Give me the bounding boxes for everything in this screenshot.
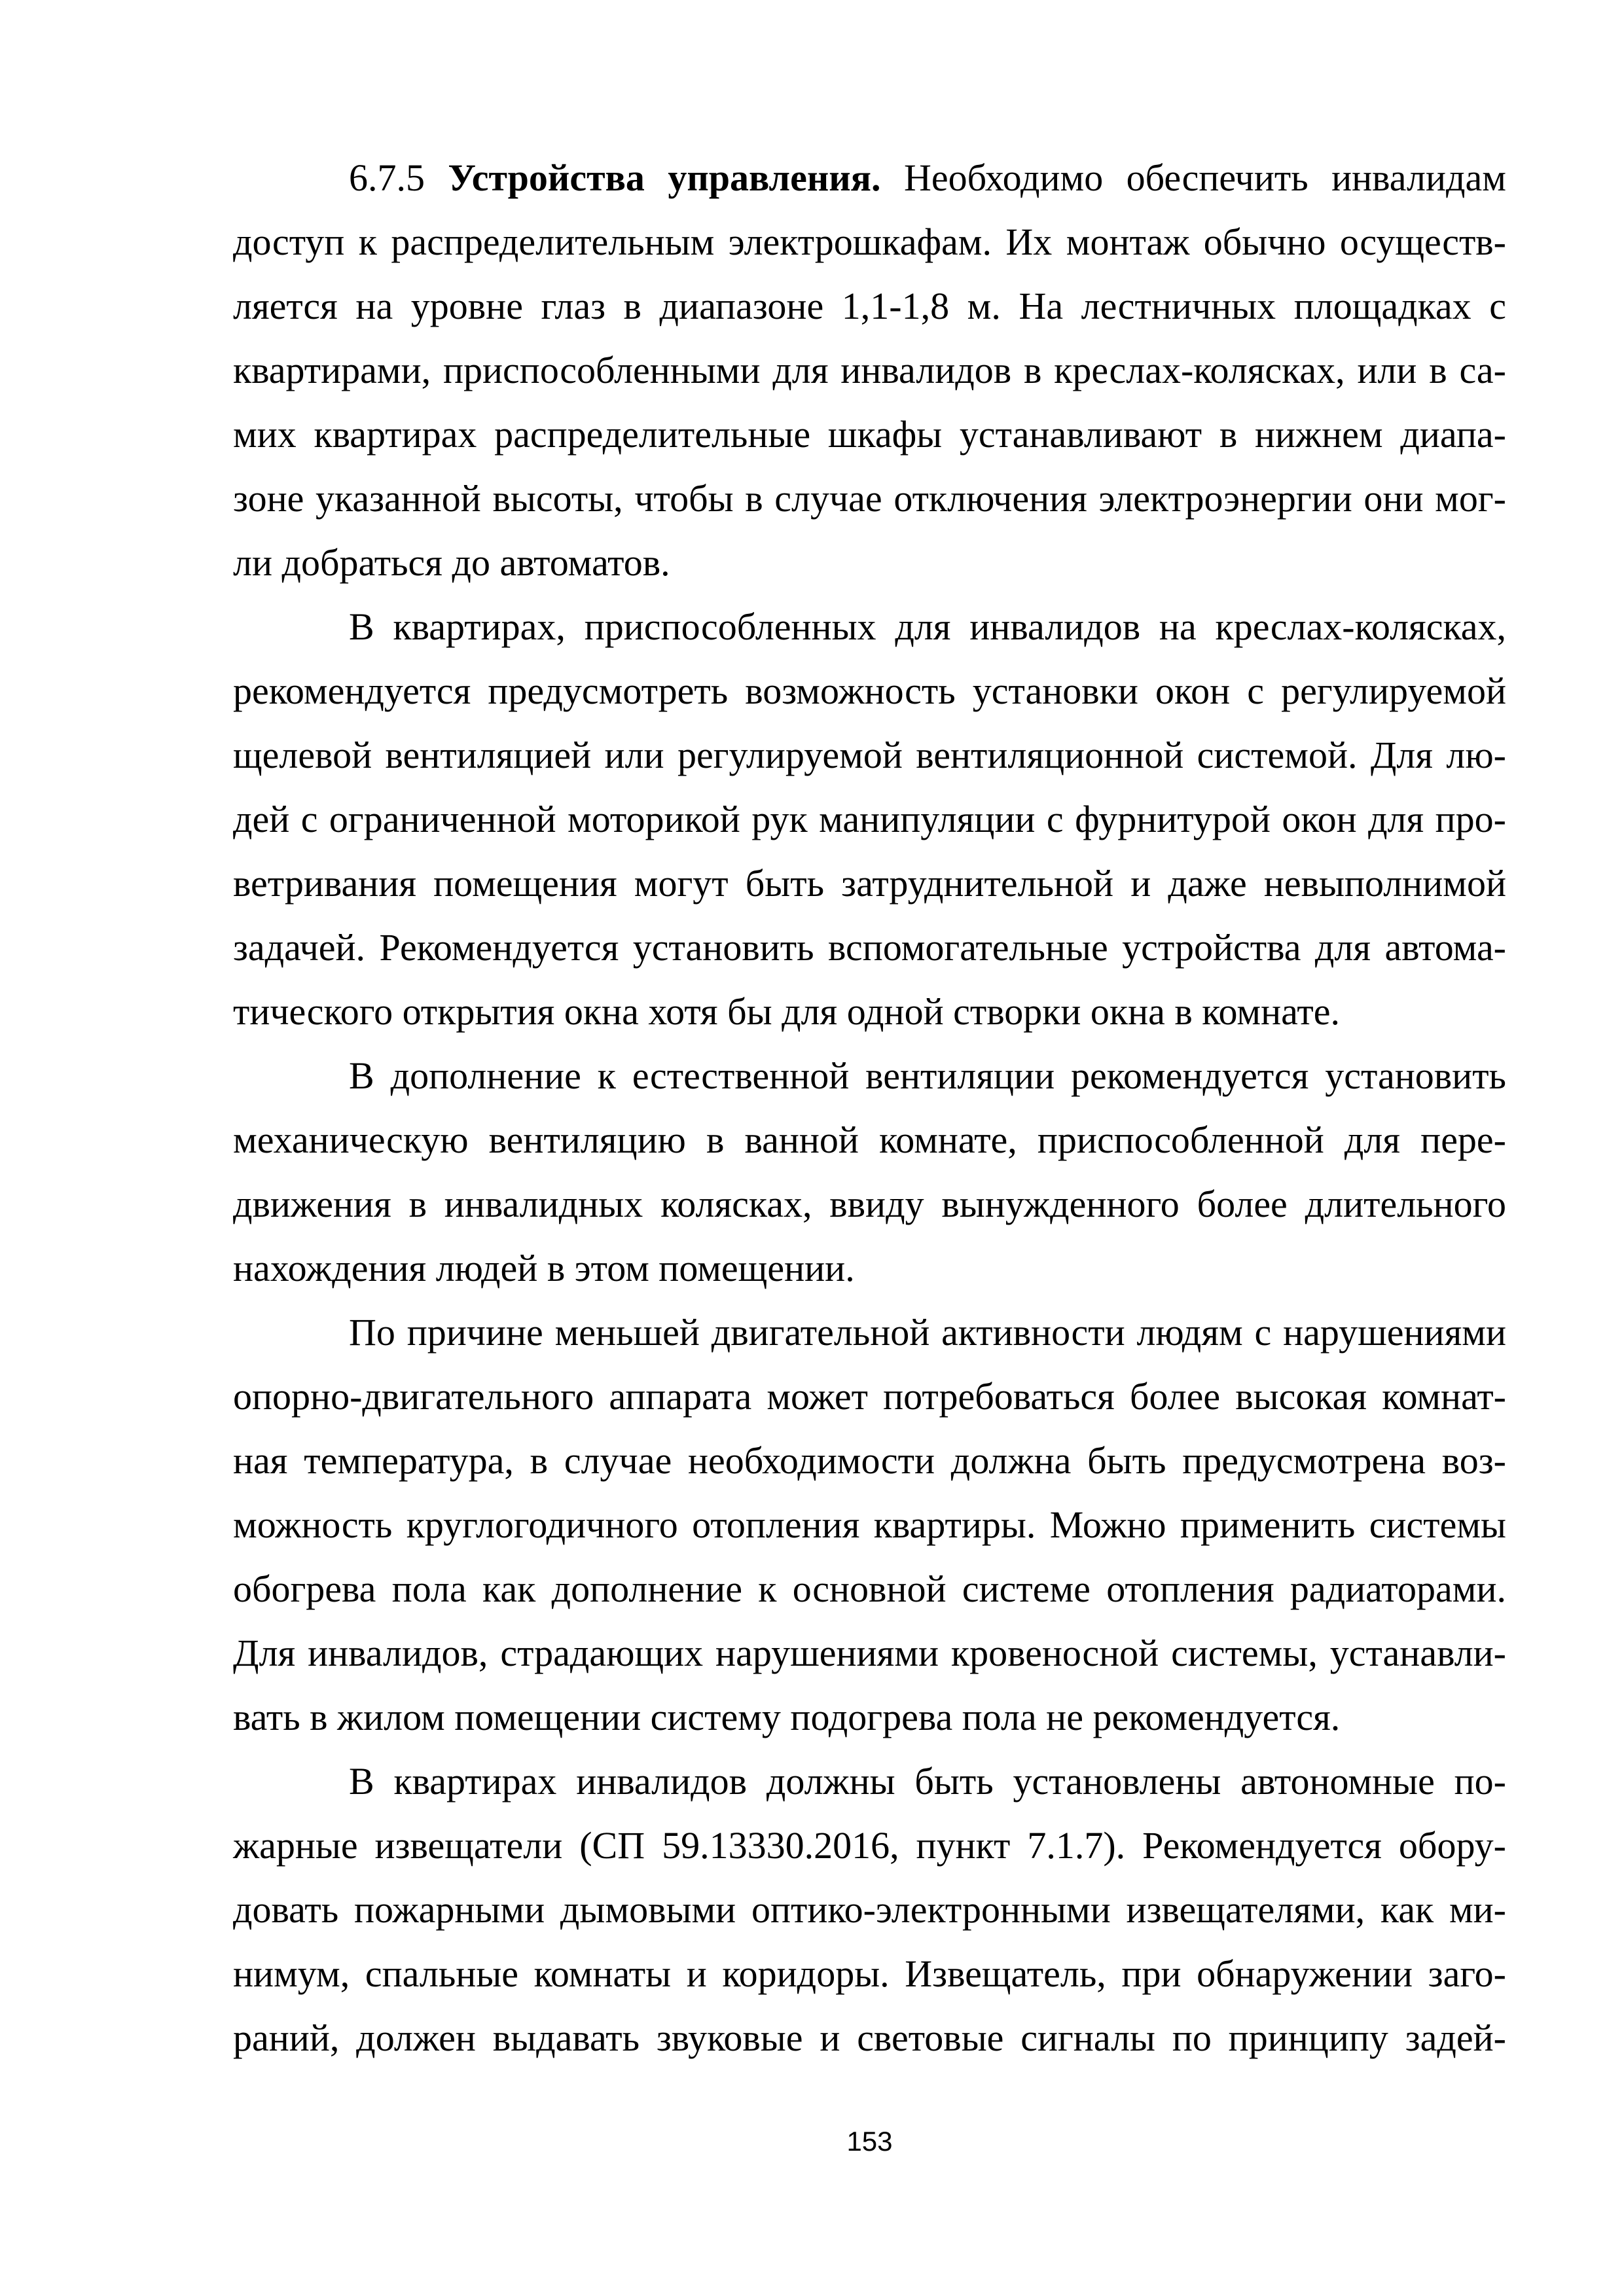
- text-run: жарные извещатели (СП 59.13330.2016, пункт 7.1.7). Рекомендуется обору-: [233, 1824, 1506, 1867]
- text-run: дей с ограниченной моторикой рук манипуляции с фурнитурой окон для про-: [233, 798, 1506, 840]
- text-run: тического открытия окна хотя бы для одной створки окна в комнате.: [233, 990, 1340, 1033]
- text-run: мих квартирах распределительные шкафы устанавливают в нижнем диапа-: [233, 413, 1506, 456]
- text-line: [233, 1429, 1506, 1493]
- text-run: доступ к распределительным электрошкафам. Их монтаж обычно осуществ-: [233, 221, 1506, 263]
- text-run: опорно-двигательного аппарата может потребоваться более высокая комнат-: [233, 1375, 1506, 1418]
- text-line: [233, 659, 1506, 723]
- text-run: Для инвалидов, страдающих нарушениями кровеносной системы, устанавли-: [233, 1632, 1506, 1674]
- text-line: [233, 1236, 1506, 1300]
- page-footer: [233, 2127, 1506, 2156]
- text-block: [233, 146, 1506, 2070]
- text-run: можность круглогодичного отопления квартиры. Можно применить системы: [233, 1503, 1506, 1546]
- page-number: 153: [846, 2126, 893, 2157]
- text-line: [233, 1557, 1506, 1621]
- text-line: [233, 595, 1506, 659]
- text-line: [233, 467, 1506, 531]
- text-run: задачей. Рекомендуется установить вспомогательные устройства для автома-: [233, 926, 1506, 969]
- section-heading-run: Устройства управления.: [448, 156, 881, 199]
- text-run: ли добраться до автоматов.: [233, 541, 670, 584]
- text-line: [233, 146, 1506, 210]
- text-run: щелевой вентиляцией или регулируемой вентиляционной системой. Для лю-: [233, 734, 1506, 776]
- text-line: [233, 1814, 1506, 1878]
- text-run: ляется на уровне глаз в диапазоне 1,1-1,8 м. На лестничных площадках с: [233, 285, 1506, 327]
- text-line: [233, 531, 1506, 595]
- text-run: довать пожарными дымовыми оптико-электронными извещателями, как ми-: [233, 1888, 1506, 1931]
- text-run: Необходимо обеспечить инвалидам: [880, 156, 1506, 199]
- text-line: [233, 1108, 1506, 1172]
- text-line: [233, 2006, 1506, 2070]
- text-line: [233, 1365, 1506, 1429]
- text-run: ная температура, в случае необходимости должна быть предусмотрена воз-: [233, 1439, 1506, 1482]
- text-line: [233, 1493, 1506, 1557]
- text-run: квартирами, приспособленными для инвалидов в креслах-колясках, или в са-: [233, 349, 1506, 391]
- text-line: [233, 1300, 1506, 1365]
- text-line: [233, 1749, 1506, 1814]
- text-line: [233, 274, 1506, 338]
- text-run: раний, должен выдавать звуковые и световые сигналы по принципу задей-: [233, 2017, 1506, 2059]
- text-run: 6.7.5: [349, 156, 448, 199]
- text-run: нимум, спальные комнаты и коридоры. Извещатель, при обнаружении заго-: [233, 1952, 1506, 1995]
- text-run: зоне указанной высоты, чтобы в случае отключения электроэнергии они мог-: [233, 477, 1506, 520]
- text-run: рекомендуется предусмотреть возможность установки окон с регулируемой: [233, 670, 1506, 712]
- text-run: ветривания помещения могут быть затруднительной и даже невыполнимой: [233, 862, 1506, 905]
- text-line: [233, 338, 1506, 403]
- text-line: [233, 787, 1506, 852]
- text-line: [233, 1685, 1506, 1749]
- text-line: [233, 403, 1506, 467]
- text-line: [233, 210, 1506, 274]
- text-run: По причине меньшей двигательной активности людям с нарушениями: [349, 1311, 1506, 1354]
- text-run: механическую вентиляцию в ванной комнате, приспособленной для пере-: [233, 1119, 1506, 1161]
- text-line: [233, 1621, 1506, 1685]
- text-line: [233, 723, 1506, 787]
- text-line: [233, 1172, 1506, 1236]
- text-run: нахождения людей в этом помещении.: [233, 1247, 855, 1289]
- text-line: [233, 980, 1506, 1044]
- text-line: [233, 852, 1506, 916]
- text-line: [233, 1044, 1506, 1108]
- text-line: [233, 1942, 1506, 2006]
- text-line: [233, 916, 1506, 980]
- text-run: обогрева пола как дополнение к основной системе отопления радиаторами.: [233, 1568, 1506, 1610]
- text-run: вать в жилом помещении систему подогрева пола не рекомендуется.: [233, 1696, 1341, 1738]
- text-run: В дополнение к естественной вентиляции рекомендуется установить: [349, 1054, 1506, 1097]
- text-run: движения в инвалидных колясках, ввиду вынужденного более длительного: [233, 1183, 1506, 1225]
- text-run: В квартирах, приспособленных для инвалидов на креслах-колясках,: [349, 605, 1506, 648]
- text-run: В квартирах инвалидов должны быть установлены автономные по-: [349, 1760, 1506, 1803]
- text-line: [233, 1878, 1506, 1942]
